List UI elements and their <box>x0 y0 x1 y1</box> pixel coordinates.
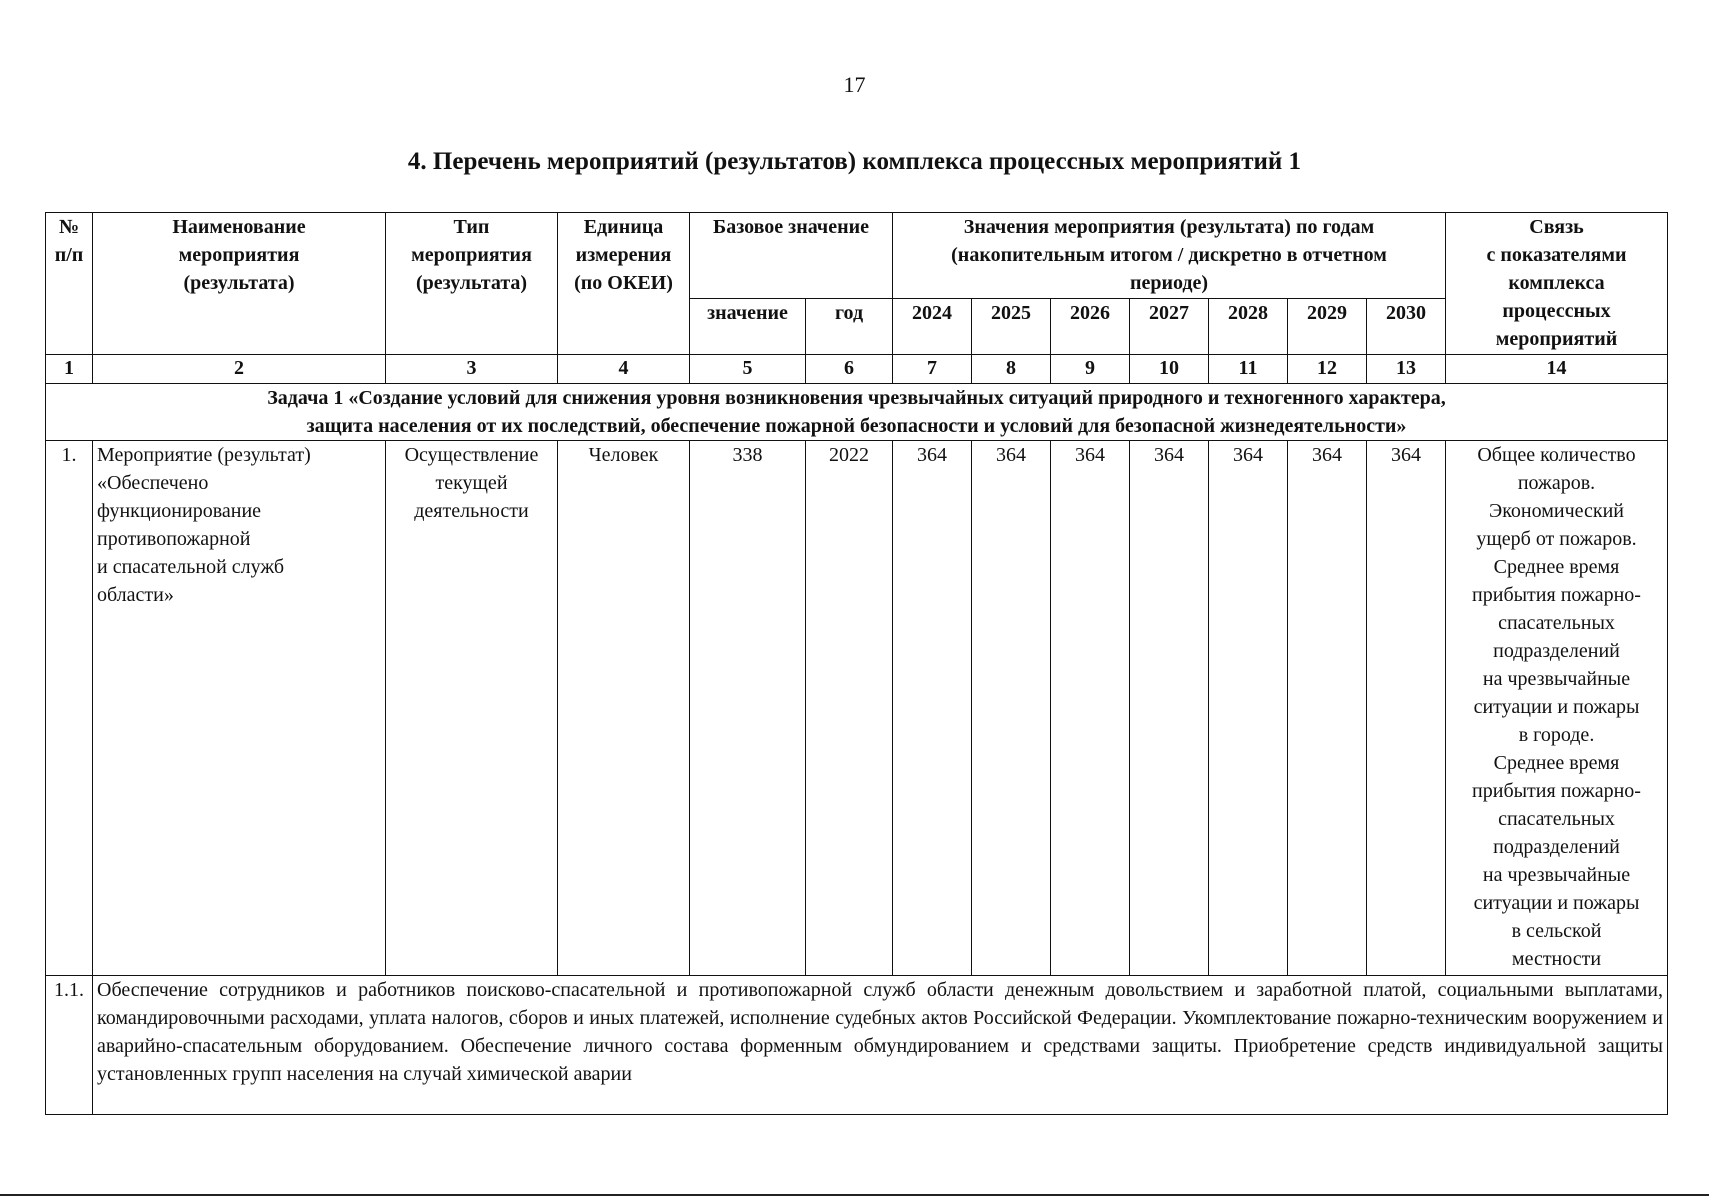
column-number: 10 <box>1130 355 1209 384</box>
row-name: Мероприятие (результат) «Обеспечено функционирование противопожарной и спасательной служб области» <box>93 441 386 976</box>
column-number: 13 <box>1367 355 1446 384</box>
column-number: 3 <box>386 355 558 384</box>
row-link: Общее количество пожаров. Экономический ущерб от пожаров. Среднее время прибытия пожарно- спасательных подразделений на чрезвычайные ситуации и пожары в городе. Среднее время прибытия пожарно- спасательных подразделений на чрезвычайные ситуации и пожары в сельской местности <box>1446 441 1668 976</box>
header-type: Тип мероприятия (результата) <box>386 213 558 355</box>
row-year-value: 364 <box>1209 441 1288 976</box>
header-year: 2025 <box>972 299 1051 355</box>
row-base-value: 338 <box>690 441 806 976</box>
row-num: 1. <box>46 441 93 976</box>
column-number: 6 <box>806 355 893 384</box>
row-year-value: 364 <box>1051 441 1130 976</box>
header-name: Наименование мероприятия (результата) <box>93 213 386 355</box>
column-number: 4 <box>558 355 690 384</box>
column-number: 11 <box>1209 355 1288 384</box>
header-num: № п/п <box>46 213 93 355</box>
page-bottom-edge <box>0 1194 1709 1196</box>
header-link: Связь с показателями комплекса процессных мероприятий <box>1446 213 1668 355</box>
column-number: 5 <box>690 355 806 384</box>
row-year-value: 364 <box>972 441 1051 976</box>
row-year-value: 364 <box>1367 441 1446 976</box>
row-base-year: 2022 <box>806 441 893 976</box>
row-unit: Человек <box>558 441 690 976</box>
header-year: 2029 <box>1288 299 1367 355</box>
header-base-value: значение <box>690 299 806 355</box>
column-number: 9 <box>1051 355 1130 384</box>
header-year: 2026 <box>1051 299 1130 355</box>
row-year-value: 364 <box>1288 441 1367 976</box>
column-numbers-row <box>46 355 1668 384</box>
header-years-group: Значения мероприятия (результата) по годам (накопительным итогом / дискретно в отчетном периоде) <box>893 213 1446 299</box>
page-number: 17 <box>843 72 866 97</box>
header-year: 2024 <box>893 299 972 355</box>
header-unit: Единица измерения (по ОКЕИ) <box>558 213 690 355</box>
row-year-value: 364 <box>893 441 972 976</box>
document-title: 4. Перечень мероприятий (результатов) комплекса процессных мероприятий 1 <box>407 148 1302 175</box>
header-year: 2030 <box>1367 299 1446 355</box>
task-row <box>46 384 1668 441</box>
row-type: Осуществление текущей деятельности <box>386 441 558 976</box>
column-number: 7 <box>893 355 972 384</box>
subrow-num: 1.1. <box>46 976 93 1115</box>
column-number: 12 <box>1288 355 1367 384</box>
header-base-value-group: Базовое значение <box>690 213 893 299</box>
column-number: 2 <box>93 355 386 384</box>
activities-table <box>45 212 1668 1115</box>
table-row <box>46 441 1668 976</box>
header-year: 2028 <box>1209 299 1288 355</box>
row-year-value: 364 <box>1130 441 1209 976</box>
task-title: Задача 1 «Создание условий для снижения уровня возникновения чрезвычайных ситуаций природного и техногенного характера, защита населения от их последствий, обеспечение пожарной безопасности и условий для безопасной жизнедеятельности» <box>46 384 1668 441</box>
table-subrow <box>46 976 1668 1115</box>
header-row <box>46 213 1668 299</box>
header-year: 2027 <box>1130 299 1209 355</box>
column-number: 1 <box>46 355 93 384</box>
subrow-text: Обеспечение сотрудников и работников поисково-спасательной и противопожарной служб области денежным довольствием и заработной платой, социальными выплатами, командировочными расходами, уплата налогов, сборов и иных платежей, исполнение судебных актов Российской Федерации. Укомплектование пожарно-техническим вооружением и аварийно-спасательным оборудованием. Обеспечение личного состава форменным обмундированием и средствами защиты. Приобретение средств индивидуальной защиты установленных групп населения на случай химической аварии <box>93 976 1668 1115</box>
column-number: 14 <box>1446 355 1668 384</box>
header-base-year: год <box>806 299 893 355</box>
column-number: 8 <box>972 355 1051 384</box>
